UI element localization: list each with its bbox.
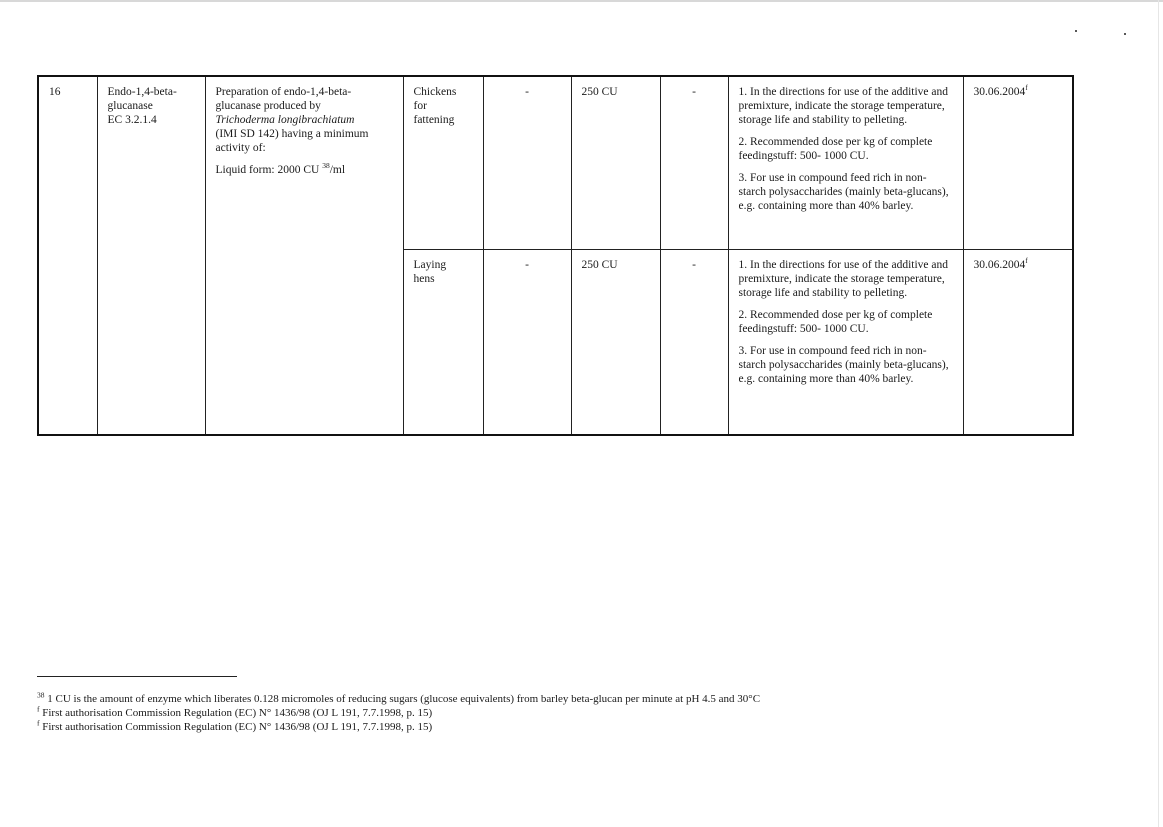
scan-speck (1075, 30, 1077, 32)
footnote-separator (37, 676, 237, 677)
composition-description (216, 85, 393, 155)
authorisation-date: 30.06.2004 (973, 86, 1026, 98)
additive-line: glucanase (107, 100, 153, 112)
max-age-cell (483, 76, 571, 249)
provision-item: 1. In the directions for use of the additive and premixture, indicate the storage temperature, storage life and stability to pelleting. (738, 86, 948, 126)
max-content-cell (660, 76, 728, 249)
min-content-value: 250 CU (581, 86, 618, 98)
additive-line: EC 3.2.1.4 (107, 114, 157, 126)
species-line: for (413, 100, 427, 112)
species-line: Laying (413, 258, 447, 271)
additive-table (37, 75, 1074, 436)
scan-right-edge (1158, 0, 1159, 827)
scan-top-border (0, 0, 1163, 2)
max-age-cell (483, 249, 571, 435)
max-content-value: - (692, 86, 696, 98)
provision-item: 2. Recommended dose per kg of complete feedingstuff: 500- 1000 CU. (738, 308, 933, 335)
organism-name: Trichoderma longibrachiatum (215, 114, 355, 126)
species-cell (403, 76, 483, 249)
authorisation-date-cell (963, 76, 1073, 249)
composition-line: activity of: (215, 142, 266, 154)
min-content-cell (571, 249, 660, 435)
authorisation-date-cell (963, 249, 1073, 435)
species-cell (403, 249, 483, 435)
footnote-text: 1 CU is the amount of enzyme which liberates 0.128 micromoles of reducing sugars (glucose equivalents) from barley beta-glucan per minute at pH 4.5 and 30°C (44, 693, 761, 705)
min-content-cell (571, 76, 660, 249)
footnote (37, 706, 760, 720)
registration-number: 16 (49, 86, 61, 98)
provision-item: 3. For use in compound feed rich in non-starch polysaccharides (mainly beta-glucans), e.g. containing more than 40% barley. (738, 172, 949, 212)
footnote-mark: f (37, 704, 40, 714)
composition-line: glucanase produced by (215, 100, 321, 112)
footnote-text: First authorisation Commission Regulation (EC) N° 1436/98 (OJ L 191, 7.7.1998, p. 15) (39, 721, 433, 733)
footnote-ref: f (1025, 255, 1028, 265)
provisions-cell (728, 76, 963, 249)
footnote-text: First authorisation Commission Regulation (EC) N° 1436/98 (OJ L 191, 7.7.1998, p. 15) (39, 707, 433, 719)
composition-line: (IMI SD 142) having a minimum (215, 128, 369, 140)
provision-item: 3. For use in compound feed rich in non-starch polysaccharides (mainly beta-glucans), e.g. containing more than 40% barley. (738, 344, 949, 385)
footnote-ref: 38 (322, 161, 330, 171)
liquid-form-text: Liquid form: 2000 CU (215, 164, 323, 176)
liquid-form-unit: /ml (329, 164, 346, 176)
composition-cell (205, 76, 403, 435)
liquid-form-activity (216, 163, 393, 177)
table-row (38, 76, 1073, 249)
footnote-mark: 38 (37, 690, 45, 700)
footnote (37, 720, 760, 734)
additive-line: Endo-1,4-beta- (107, 86, 177, 98)
species-line: hens (413, 272, 435, 285)
provision-item: 2. Recommended dose per kg of complete feedingstuff: 500- 1000 CU. (738, 136, 933, 162)
provision-item: 1. In the directions for use of the additive and premixture, indicate the storage temperature, storage life and stability to pelleting. (738, 258, 948, 299)
additive-cell (97, 76, 205, 435)
footnotes (37, 692, 760, 734)
scan-speck (1124, 33, 1126, 35)
min-content-value: 250 CU (581, 258, 618, 271)
max-content-value: - (692, 258, 696, 271)
species-line: fattening (413, 114, 455, 126)
authorisation-date: 30.06.2004 (973, 258, 1026, 271)
composition-line: Preparation of endo-1,4-beta- (215, 86, 352, 98)
max-age-value: - (525, 258, 529, 271)
species-line: Chickens (413, 86, 457, 98)
registration-number-cell (38, 76, 97, 435)
max-content-cell (660, 249, 728, 435)
footnote-mark: f (37, 718, 40, 728)
provisions-cell (728, 249, 963, 435)
max-age-value: - (525, 86, 529, 98)
footnote-ref: f (1025, 83, 1028, 93)
footnote (37, 692, 760, 706)
